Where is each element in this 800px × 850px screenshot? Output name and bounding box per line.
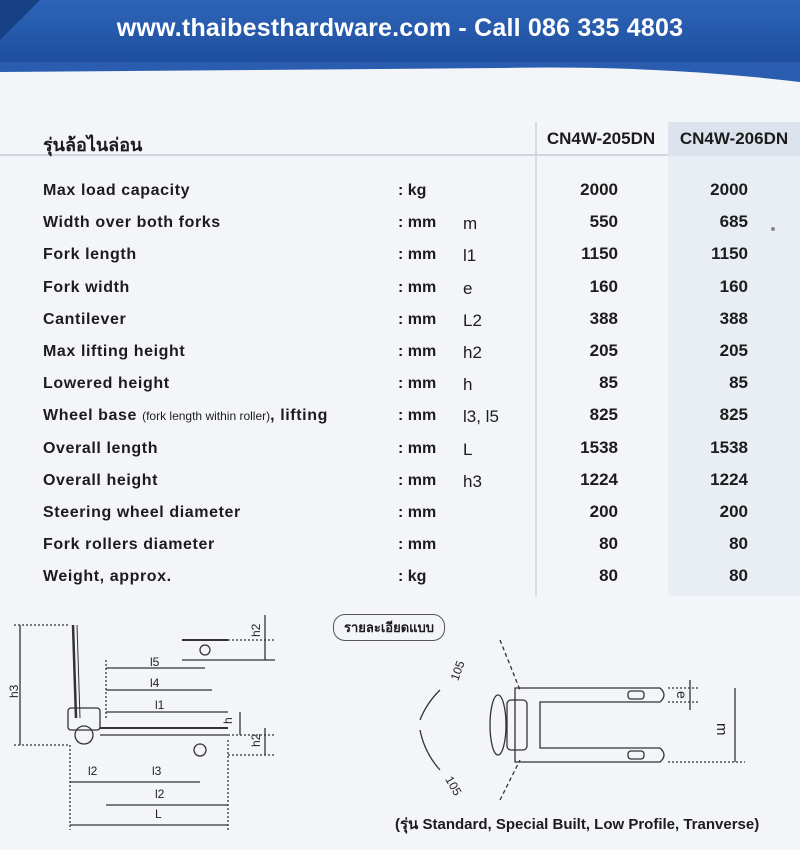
table-row [0, 335, 800, 367]
row-unit: : mm [398, 375, 437, 393]
value-206dn: 825 [719, 405, 748, 425]
label-l5: l5 [150, 655, 160, 669]
label-angle-top: 105 [447, 658, 468, 683]
value-206dn: 80 [729, 566, 748, 586]
row-label: Cantilever [43, 310, 127, 328]
row-label: Max load capacity [43, 182, 191, 199]
row-label: Max lifting height [43, 342, 186, 360]
value-205dn: 825 [589, 405, 618, 425]
value-206dn: 388 [719, 308, 748, 328]
label-h2-top: h2 [249, 623, 263, 637]
value-206dn: 1224 [710, 469, 748, 489]
label-L: L [155, 807, 162, 821]
row-unit: : mm [398, 536, 437, 554]
row-unit: : mm [398, 214, 437, 232]
website-call-text: www.thaibesthardware.com - Call 086 335 4803 [116, 14, 684, 42]
decorative-dot [771, 227, 775, 231]
row-symbol: L [463, 439, 473, 459]
value-206dn: 1150 [711, 244, 748, 264]
row-label: Overall length [43, 439, 159, 457]
value-205dn: 205 [589, 340, 618, 360]
table-row [0, 464, 800, 496]
row-symbol: h3 [463, 471, 482, 491]
value-206dn: 200 [719, 501, 748, 521]
row-label: Wheel base (fork length within roller), lifting [43, 407, 328, 425]
table-row [0, 174, 800, 206]
value-206dn: 2000 [710, 180, 748, 199]
row-symbol: l1 [463, 246, 477, 266]
label-h3: h3 [7, 684, 21, 698]
value-205dn: 388 [589, 308, 618, 328]
row-symbol: l3, l5 [463, 407, 499, 427]
row-unit: : mm [398, 246, 437, 264]
value-205dn: 1150 [581, 244, 618, 264]
label-h2-bottom: h2 [249, 733, 263, 747]
column-header-206dn: CN4W-206DN [668, 122, 800, 156]
value-205dn: 85 [599, 373, 618, 393]
row-unit: : mm [398, 278, 437, 296]
value-205dn: 80 [599, 534, 618, 554]
value-205dn: 200 [589, 501, 618, 521]
row-unit: : mm [398, 471, 437, 489]
row-label: Width over both forks [43, 214, 221, 232]
value-205dn: 80 [599, 566, 618, 586]
label-m: m [713, 723, 730, 736]
value-205dn: 160 [589, 276, 618, 296]
row-label-note: (fork length within roller) [142, 409, 271, 424]
label-l1: l1 [155, 698, 165, 712]
row-symbol: m [463, 214, 478, 234]
row-unit: : kg [398, 182, 427, 199]
row-label: Fork length [43, 246, 137, 264]
table-row [0, 528, 800, 560]
value-205dn: 550 [589, 212, 618, 232]
row-symbol: L2 [463, 310, 482, 330]
table-row [0, 496, 800, 528]
row-symbol: h2 [463, 342, 482, 362]
row-label: Overall height [43, 471, 159, 489]
table-row [0, 271, 800, 303]
value-205dn: 1224 [580, 469, 618, 489]
row-unit: : mm [398, 503, 437, 521]
row-symbol: e [463, 278, 473, 298]
table-row [0, 560, 800, 592]
value-205dn: 2000 [580, 180, 618, 199]
diagram-caption: (รุ่น Standard, Special Built, Low Profile, Tranverse) [395, 816, 760, 833]
label-h: h [221, 717, 235, 724]
table-row [0, 303, 800, 335]
row-unit: : mm [398, 439, 437, 457]
top-view-drawing [420, 640, 745, 800]
label-l3: l3 [152, 764, 162, 778]
table-row [0, 399, 800, 431]
table-row [0, 432, 800, 464]
value-206dn: 685 [719, 212, 748, 232]
table-row [0, 206, 800, 238]
label-e: e [674, 691, 690, 699]
table-row [0, 238, 800, 270]
detail-tag: รายละเอียดแบบ [333, 614, 445, 641]
value-206dn: 80 [729, 534, 748, 554]
row-label: Lowered height [43, 375, 170, 393]
table-header [0, 122, 800, 156]
value-205dn: 1538 [580, 437, 618, 457]
value-206dn: 205 [719, 340, 748, 360]
column-header-205dn: CN4W-205DN [546, 129, 656, 148]
row-unit: : mm [398, 310, 437, 328]
spec-table [0, 174, 800, 592]
series-title: รุ่นล้อไนล่อน [43, 135, 143, 155]
label-l4: l4 [150, 676, 160, 690]
row-label: Weight, approx. [43, 568, 172, 586]
row-unit: : mm [398, 407, 437, 425]
row-unit: : mm [398, 342, 437, 360]
row-unit: : kg [398, 568, 427, 586]
row-label: Fork width [43, 278, 130, 296]
label-angle-bottom: 105 [442, 773, 465, 799]
row-label: Fork rollers diameter [43, 536, 215, 554]
value-206dn: 1538 [710, 437, 748, 457]
value-206dn: 160 [719, 276, 748, 296]
row-symbol: h [463, 375, 473, 395]
row-label: Steering wheel diameter [43, 503, 241, 521]
value-206dn: 85 [729, 373, 748, 393]
label-l2-bottom: l2 [155, 787, 165, 801]
label-l2-left: l2 [88, 764, 98, 778]
table-row [0, 367, 800, 399]
side-view-drawing [14, 615, 275, 830]
